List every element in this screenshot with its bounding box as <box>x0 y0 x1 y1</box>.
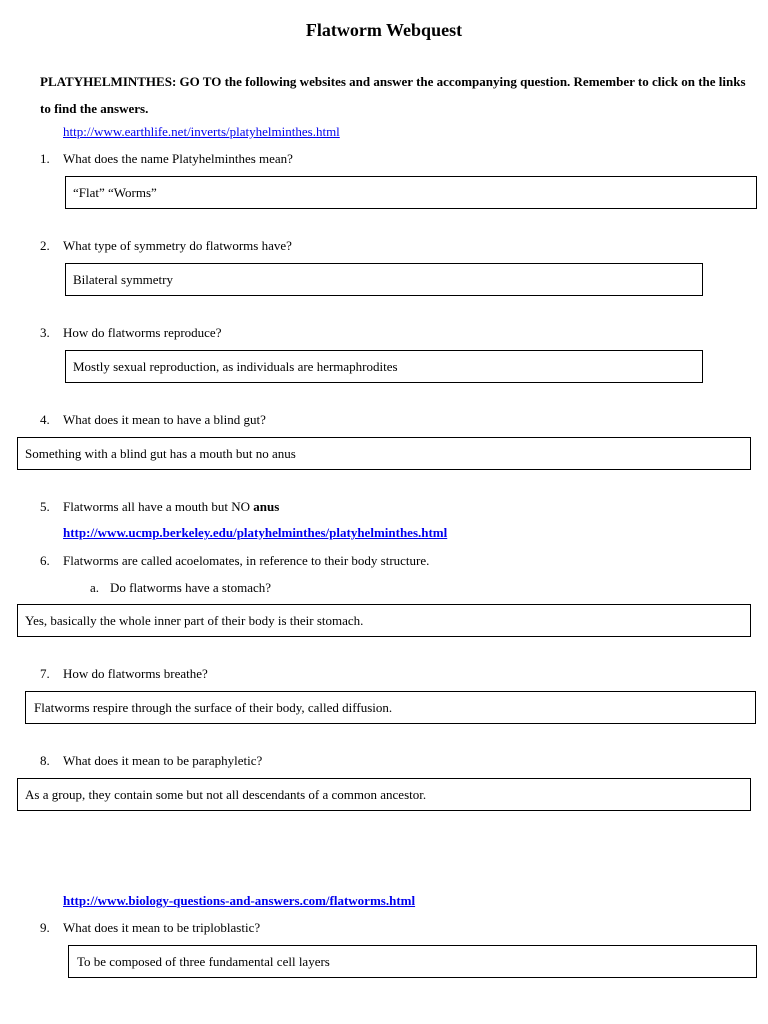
answer-box-2[interactable]: Bilateral symmetry <box>65 263 703 296</box>
question-text-part: Flatworms all have a mouth but NO <box>63 499 254 514</box>
answer-box-8[interactable]: As a group, they contain some but not all descendants of a common ancestor. <box>17 778 751 811</box>
answer-box-7[interactable]: Flatworms respire through the surface of their body, called diffusion. <box>25 691 756 724</box>
answer-box-1[interactable]: “Flat” “Worms” <box>65 176 757 209</box>
question-text: Do flatworms have a stomach? <box>110 580 272 595</box>
page-title: Flatworm Webquest <box>305 20 463 40</box>
link-biology-qa[interactable]: http://www.biology-questions-and-answers.com/flatworms.html <box>63 893 416 908</box>
answer-box-6a[interactable]: Yes, basically the whole inner part of their body is their stomach. <box>17 604 751 637</box>
question-number: 8. <box>40 753 50 768</box>
question-text <box>63 499 279 515</box>
question-number: 7. <box>40 666 50 681</box>
question-number: 6. <box>40 553 50 568</box>
intro-text: PLATYHELMINTHES: GO TO the following websites and answer the accompanying question. Remember to click on the links to find the answers. <box>40 74 746 116</box>
answer-box-3[interactable]: Mostly sexual reproduction, as individuals are hermaphrodites <box>65 350 703 383</box>
question-text: How do flatworms reproduce? <box>63 325 222 340</box>
question-text: How do flatworms breathe? <box>63 666 208 681</box>
answer-box-9[interactable]: To be composed of three fundamental cell layers <box>68 945 757 978</box>
question-number: 5. <box>40 499 50 514</box>
question-text: Flatworms are called acoelomates, in reference to their body structure. <box>63 553 430 568</box>
bold-word: anus <box>253 499 280 514</box>
link-ucmp[interactable]: http://www.ucmp.berkeley.edu/platyhelminthes/platyhelminthes.html <box>63 525 448 540</box>
question-number: 2. <box>40 238 50 253</box>
question-text: What does it mean to have a blind gut? <box>63 412 266 427</box>
answer-box-4[interactable]: Something with a blind gut has a mouth but no anus <box>17 437 751 470</box>
question-text: What type of symmetry do flatworms have? <box>63 238 292 253</box>
question-text: What does the name Platyhelminthes mean? <box>63 151 293 166</box>
question-number: 4. <box>40 412 50 427</box>
question-text: What does it mean to be paraphyletic? <box>63 753 263 768</box>
question-number: 3. <box>40 325 50 340</box>
question-text: What does it mean to be triploblastic? <box>63 920 261 935</box>
question-number: 1. <box>40 151 50 166</box>
link-earthlife[interactable]: http://www.earthlife.net/inverts/platyhelminthes.html <box>63 124 340 139</box>
question-number: 9. <box>40 920 50 935</box>
question-number: a. <box>90 580 100 595</box>
